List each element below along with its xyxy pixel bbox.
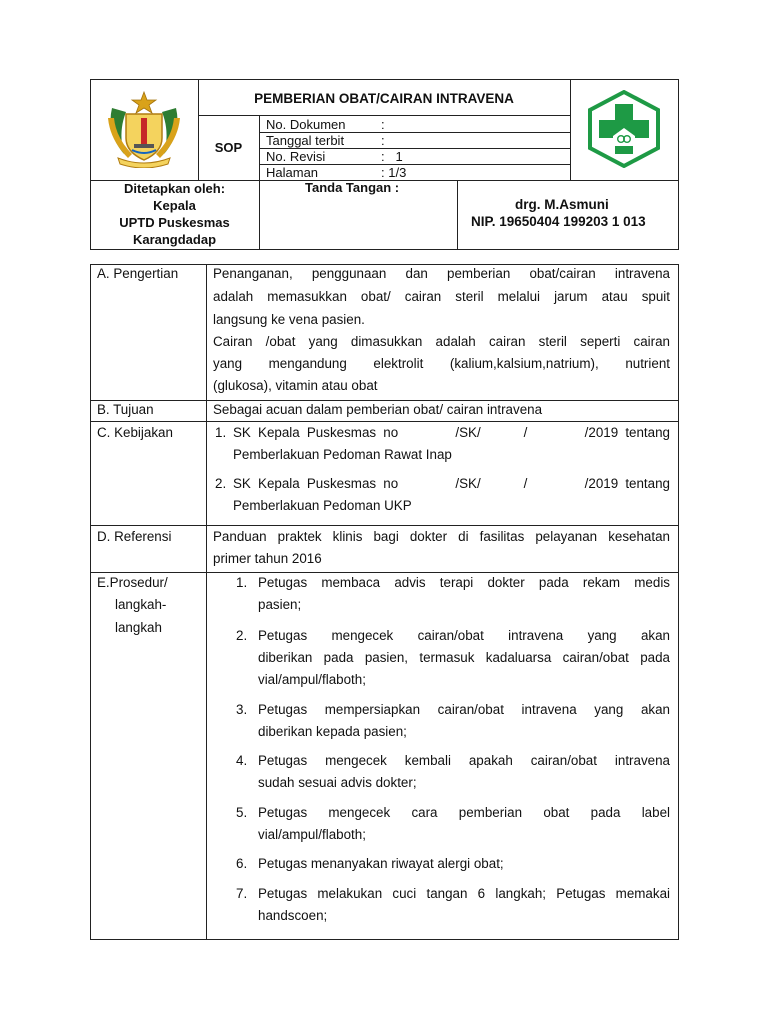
step-line: Petugas mengecek kembali apakah cairan/obat intravena xyxy=(258,753,670,768)
text-line: Panduan praktek klinis bagi dokter di fasilitas pelayanan kesehatan xyxy=(213,529,670,544)
list-item-line: SK Kepala Puskesmas no /SK/ / /2019 tentang xyxy=(233,476,670,491)
list-number: 1. xyxy=(215,425,227,440)
step-number: 2. xyxy=(236,628,248,643)
step-line: Petugas melakukan cuci tangan 6 langkah; Petugas memakai xyxy=(258,886,670,901)
meta-value: : 1/3 xyxy=(381,165,407,180)
step-line: Petugas mengecek cairan/obat intravena yang akan xyxy=(258,628,670,643)
section-label-referensi: D. Referensi xyxy=(97,529,172,544)
text-line: adalah memasukkan obat/ cairan steril melalui jarum atau spuit xyxy=(213,289,670,304)
tujuan-text: Sebagai acuan dalam pemberian obat/ cairan intravena xyxy=(213,402,543,417)
step-line: vial/ampul/flaboth; xyxy=(258,827,366,842)
signer-name: drg. M.Asmuni xyxy=(515,197,609,212)
text-line: primer tahun 2016 xyxy=(213,551,322,566)
label-line: langkah- xyxy=(115,597,167,612)
text-line: (glukosa), vitamin atau obat xyxy=(213,378,378,393)
step-line: pasien; xyxy=(258,597,302,612)
list-number: 2. xyxy=(215,476,227,491)
step-line: Petugas mempersiapkan cairan/obat intravena yang akan xyxy=(258,702,670,717)
sop-label: SOP xyxy=(214,140,243,155)
step-number: 6. xyxy=(236,856,248,871)
text-line: langsung ke vena pasien. xyxy=(213,312,365,327)
step-number: 4. xyxy=(236,753,248,768)
label-line: E.Prosedur/ xyxy=(97,575,168,590)
list-item-line: Pemberlakuan Pedoman Rawat Inap xyxy=(233,447,452,462)
step-number: 5. xyxy=(236,805,248,820)
label-line: langkah xyxy=(115,620,162,635)
text-line: Cairan /obat yang dimasukkan adalah cairan steril seperti cairan xyxy=(213,334,670,349)
step-line: Petugas menanyakan riwayat alergi obat; xyxy=(258,856,504,871)
step-line: Petugas mengecek cara pemberian obat pada label xyxy=(258,805,670,820)
step-line: vial/ampul/flaboth; xyxy=(258,672,366,687)
ditetapkan-line: Kepala xyxy=(153,198,196,213)
signer-nip: NIP. 19650404 199203 1 013 xyxy=(471,214,646,229)
step-number: 1. xyxy=(236,575,248,590)
list-item-line: SK Kepala Puskesmas no /SK/ / /2019 tentang xyxy=(233,425,670,440)
list-item-line: Pemberlakuan Pedoman UKP xyxy=(233,498,412,513)
meta-label: Tanggal terbit xyxy=(266,133,345,148)
step-number: 7. xyxy=(236,886,248,901)
section-label-pengertian: A. Pengertian xyxy=(97,266,179,281)
step-line: diberikan pada pasien, termasuk kadaluarsa cairan/obat pada xyxy=(258,650,670,665)
text-line: Penanganan, penggunaan dan pemberian obat/cairan intravena xyxy=(213,266,670,281)
meta-value: : xyxy=(381,117,385,132)
step-number: 3. xyxy=(236,702,248,717)
regency-emblem-logo xyxy=(104,88,184,168)
meta-label: Halaman xyxy=(266,165,319,180)
document-title: PEMBERIAN OBAT/CAIRAN INTRAVENA xyxy=(254,91,514,106)
step-line: handscoen; xyxy=(258,908,328,923)
text-line: yang mengandung elektrolit (kalium,kalsium,natrium), nutrient xyxy=(213,356,670,371)
meta-label: No. Revisi xyxy=(266,149,326,164)
meta-value: : 1 xyxy=(381,149,403,164)
step-line: diberikan kepada pasien; xyxy=(258,724,407,739)
ditetapkan-line: Ditetapkan oleh: xyxy=(123,181,226,196)
meta-label: No. Dokumen xyxy=(266,117,346,132)
step-line: sudah sesuai advis dokter; xyxy=(258,775,417,790)
tanda-tangan-label: Tanda Tangan : xyxy=(305,180,400,195)
meta-value: : xyxy=(381,133,385,148)
ditetapkan-line: UPTD Puskesmas xyxy=(119,215,230,230)
puskesmas-logo xyxy=(585,90,663,168)
section-label-tujuan: B. Tujuan xyxy=(97,402,154,417)
ditetapkan-line: Karangdadap xyxy=(132,232,217,247)
section-label-kebijakan: C. Kebijakan xyxy=(97,425,173,440)
step-line: Petugas membaca advis terapi dokter pada rekam medis xyxy=(258,575,670,590)
